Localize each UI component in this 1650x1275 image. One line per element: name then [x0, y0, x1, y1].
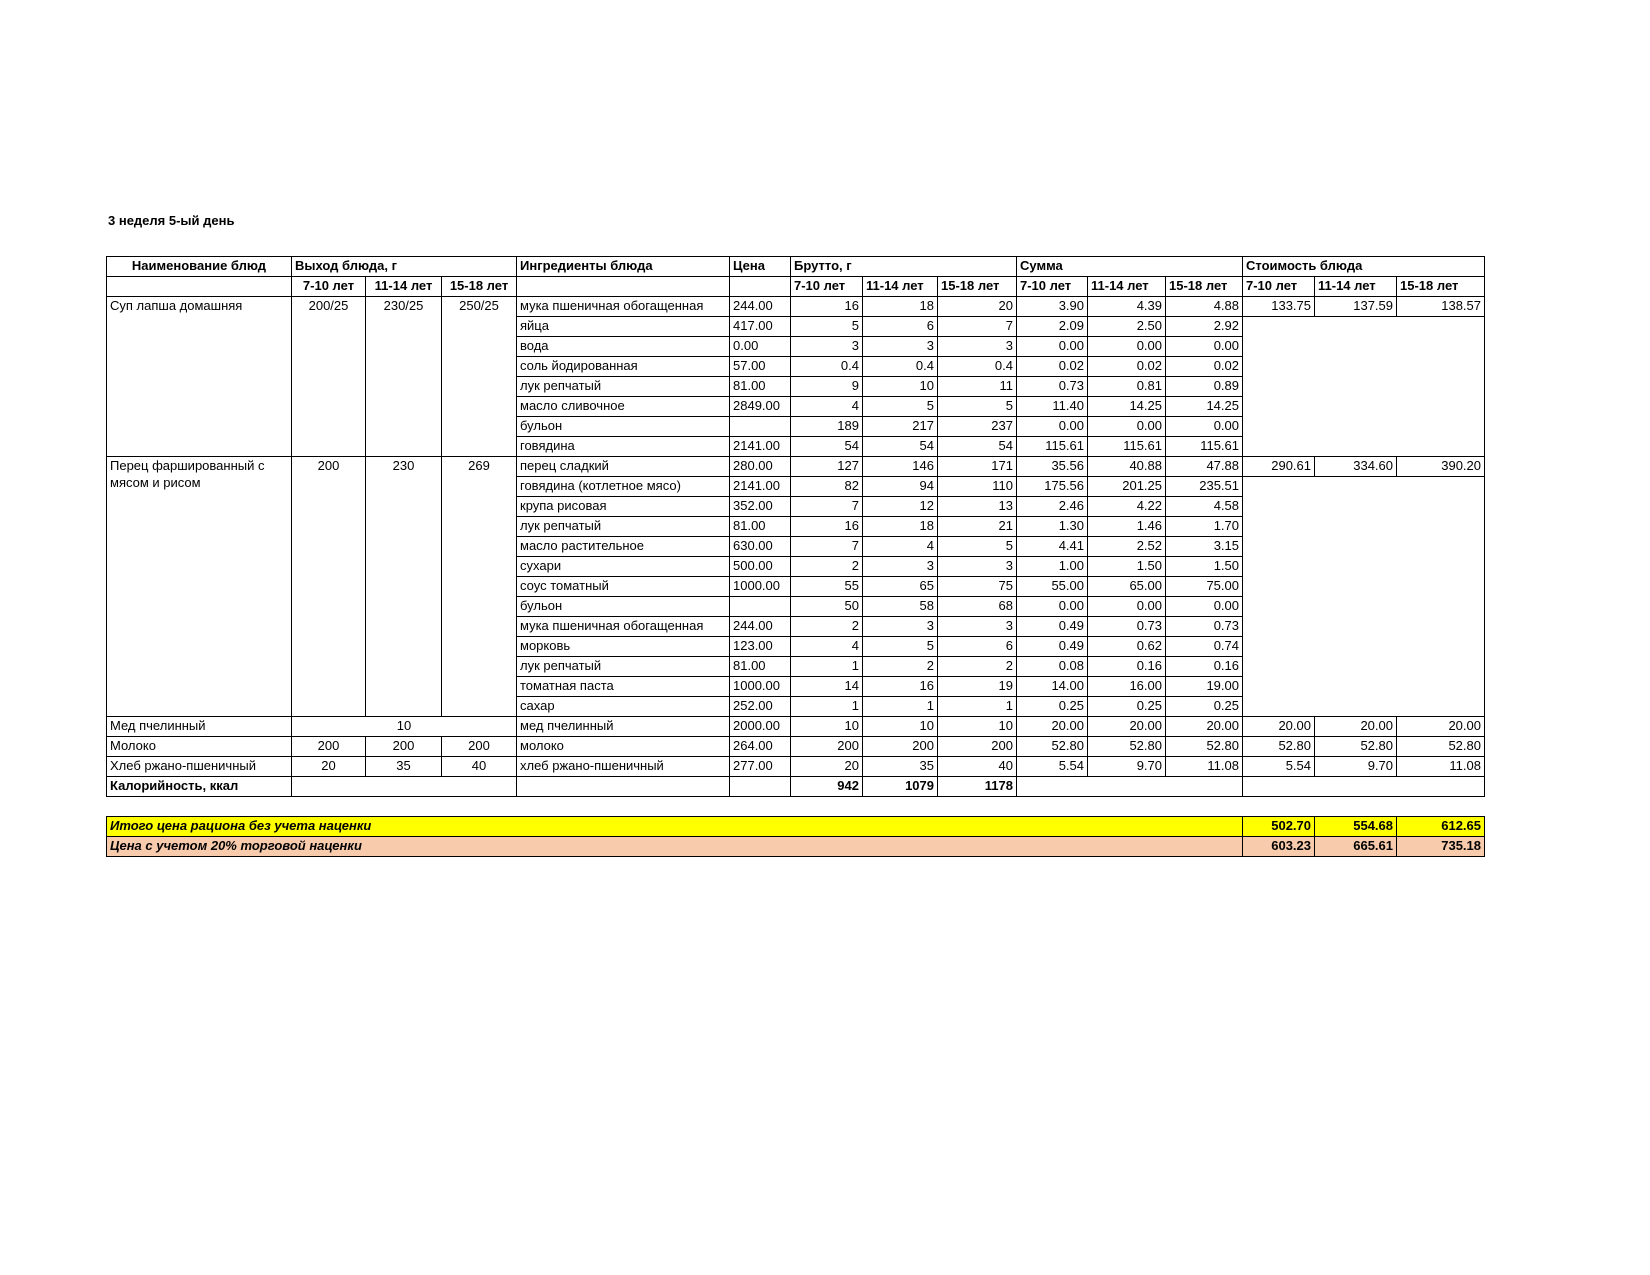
ingredient-sum: 1.00 [1017, 557, 1088, 577]
calories-ing-blank [517, 777, 730, 797]
ingredient-sum: 201.25 [1088, 477, 1166, 497]
ingredient-brutto: 200 [863, 737, 938, 757]
dish-yield: 200/25 [292, 297, 366, 457]
page-title: 3 неделя 5-ый день [108, 213, 235, 228]
ingredient-brutto: 189 [791, 417, 863, 437]
ingredient-brutto: 5 [791, 317, 863, 337]
ingredient-sum: 3.90 [1017, 297, 1088, 317]
ingredient-name: перец сладкий [517, 457, 730, 477]
ingredient-price: 417.00 [730, 317, 791, 337]
dish-name: Мед пчелинный [107, 717, 292, 737]
spacer-row [107, 797, 1485, 817]
ingredient-sum: 0.00 [1088, 597, 1166, 617]
calories-sum-blank [1017, 777, 1243, 797]
ingredient-brutto: 1 [863, 697, 938, 717]
ingredient-sum: 115.61 [1088, 437, 1166, 457]
dish-name: Перец фаршированный с мясом и рисом [107, 457, 292, 717]
ingredient-sum: 20.00 [1166, 717, 1243, 737]
dish-name: Молоко [107, 737, 292, 757]
ingredient-brutto: 10 [863, 717, 938, 737]
ingredient-sum: 4.58 [1166, 497, 1243, 517]
ingredient-brutto: 3 [863, 617, 938, 637]
ingredient-price: 500.00 [730, 557, 791, 577]
ingredient-sum: 14.00 [1017, 677, 1088, 697]
ingredient-price: 2141.00 [730, 437, 791, 457]
ingredient-brutto: 2 [938, 657, 1017, 677]
ingredient-price: 2849.00 [730, 397, 791, 417]
ingredient-sum: 1.50 [1166, 557, 1243, 577]
calories-label: Калорийность, ккал [107, 777, 292, 797]
header-blank [107, 277, 292, 297]
ingredient-sum: 0.62 [1088, 637, 1166, 657]
dish-cost: 20.00 [1397, 717, 1485, 737]
ingredient-brutto: 54 [938, 437, 1017, 457]
dish-cost: 20.00 [1243, 717, 1315, 737]
ingredient-sum: 0.16 [1088, 657, 1166, 677]
ingredient-sum: 2.09 [1017, 317, 1088, 337]
ingredient-brutto: 50 [791, 597, 863, 617]
ingredient-sum: 40.88 [1088, 457, 1166, 477]
ingredient-brutto: 54 [863, 437, 938, 457]
header-price: Цена [730, 257, 791, 277]
ingredient-brutto: 6 [863, 317, 938, 337]
dish-cost: 52.80 [1243, 737, 1315, 757]
ingredient-brutto: 54 [791, 437, 863, 457]
ingredient-brutto: 21 [938, 517, 1017, 537]
ingredient-brutto: 4 [863, 537, 938, 557]
header-age-cost: 11-14 лет [1315, 277, 1397, 297]
ingredient-sum: 0.25 [1166, 697, 1243, 717]
ingredient-sum: 4.88 [1166, 297, 1243, 317]
ingredient-brutto: 58 [863, 597, 938, 617]
ingredient-brutto: 20 [938, 297, 1017, 317]
ingredient-sum: 20.00 [1088, 717, 1166, 737]
ingredient-brutto: 4 [791, 397, 863, 417]
ingredient-brutto: 20 [791, 757, 863, 777]
total-no-markup-value: 502.70 [1243, 817, 1315, 837]
dish-cost: 52.80 [1397, 737, 1485, 757]
ingredient-sum: 0.08 [1017, 657, 1088, 677]
header-age-brutto: 11-14 лет [863, 277, 938, 297]
ingredient-name: сахар [517, 697, 730, 717]
ingredient-brutto: 5 [938, 537, 1017, 557]
dish-cost: 137.59 [1315, 297, 1397, 317]
ingredient-sum: 1.50 [1088, 557, 1166, 577]
ingredient-sum: 0.00 [1017, 337, 1088, 357]
spacer-cell [107, 797, 1485, 817]
dish-cost: 9.70 [1315, 757, 1397, 777]
ingredient-brutto: 9 [791, 377, 863, 397]
ingredient-sum: 4.22 [1088, 497, 1166, 517]
dish-cost: 138.57 [1397, 297, 1485, 317]
header-age-brutto: 7-10 лет [791, 277, 863, 297]
header-age-cost: 7-10 лет [1243, 277, 1315, 297]
ingredient-brutto: 16 [791, 297, 863, 317]
ingredient-brutto: 3 [863, 557, 938, 577]
ingredient-brutto: 16 [863, 677, 938, 697]
ingredient-brutto: 0.4 [863, 357, 938, 377]
header-age-sum: 15-18 лет [1166, 277, 1243, 297]
dish-cost: 290.61 [1243, 457, 1315, 477]
ingredient-brutto: 1 [938, 697, 1017, 717]
ingredient-price: 252.00 [730, 697, 791, 717]
ingredient-brutto: 68 [938, 597, 1017, 617]
ingredient-price: 57.00 [730, 357, 791, 377]
ingredient-sum: 55.00 [1017, 577, 1088, 597]
ingredient-brutto: 14 [791, 677, 863, 697]
dish-yield: 10 [292, 717, 517, 737]
ingredient-sum: 0.81 [1088, 377, 1166, 397]
ingredient-name: хлеб ржано-пшеничный [517, 757, 730, 777]
ingredient-sum: 1.46 [1088, 517, 1166, 537]
ingredient-brutto: 5 [863, 397, 938, 417]
ingredient-sum: 14.25 [1088, 397, 1166, 417]
ingredient-brutto: 94 [863, 477, 938, 497]
ingredient-sum: 2.92 [1166, 317, 1243, 337]
ingredient-sum: 0.73 [1017, 377, 1088, 397]
ingredient-sum: 75.00 [1166, 577, 1243, 597]
ingredient-name: яйца [517, 317, 730, 337]
total-no-markup-value: 554.68 [1315, 817, 1397, 837]
ingredient-brutto: 10 [791, 717, 863, 737]
header-age-sum: 11-14 лет [1088, 277, 1166, 297]
ingredient-sum: 0.02 [1088, 357, 1166, 377]
ingredient-sum: 20.00 [1017, 717, 1088, 737]
ingredient-brutto: 3 [863, 337, 938, 357]
ingredient-brutto: 3 [938, 617, 1017, 637]
ingredient-name: мука пшеничная обогащенная [517, 297, 730, 317]
ingredient-sum: 4.41 [1017, 537, 1088, 557]
ingredient-row [107, 297, 1485, 317]
dish-yield: 200 [442, 737, 517, 757]
ingredient-row [107, 737, 1485, 757]
dish-cost: 133.75 [1243, 297, 1315, 317]
ingredient-sum: 0.02 [1017, 357, 1088, 377]
ingredient-sum: 0.02 [1166, 357, 1243, 377]
ingredient-brutto: 127 [791, 457, 863, 477]
dish-cost: 5.54 [1243, 757, 1315, 777]
ingredient-name: говядина (котлетное мясо) [517, 477, 730, 497]
ingredient-brutto: 146 [863, 457, 938, 477]
total-markup-label: Цена с учетом 20% торговой наценки [107, 837, 1243, 857]
ingredient-brutto: 6 [938, 637, 1017, 657]
dish-cost-blank [1243, 317, 1485, 457]
ingredient-sum: 0.00 [1166, 417, 1243, 437]
ingredient-brutto: 12 [863, 497, 938, 517]
ingredient-price: 1000.00 [730, 677, 791, 697]
ingredient-name: масло сливочное [517, 397, 730, 417]
total-markup-value: 735.18 [1397, 837, 1485, 857]
ingredient-name: вода [517, 337, 730, 357]
ingredient-sum: 0.49 [1017, 637, 1088, 657]
ingredient-sum: 11.40 [1017, 397, 1088, 417]
ingredient-brutto: 18 [863, 297, 938, 317]
ingredient-sum: 0.89 [1166, 377, 1243, 397]
ingredient-brutto: 171 [938, 457, 1017, 477]
calories-yield-blank [292, 777, 517, 797]
ingredient-price [730, 417, 791, 437]
ingredient-price: 81.00 [730, 657, 791, 677]
dish-yield: 200 [366, 737, 442, 757]
ingredient-brutto: 3 [938, 337, 1017, 357]
ingredient-sum: 3.15 [1166, 537, 1243, 557]
ingredient-sum: 0.00 [1088, 337, 1166, 357]
ingredient-brutto: 11 [938, 377, 1017, 397]
ingredient-brutto: 5 [938, 397, 1017, 417]
ingredient-brutto: 1 [791, 697, 863, 717]
calories-value: 1178 [938, 777, 1017, 797]
ingredient-brutto: 3 [938, 557, 1017, 577]
ingredient-sum: 52.80 [1088, 737, 1166, 757]
total-no-markup-value: 612.65 [1397, 817, 1485, 837]
ingredient-brutto: 40 [938, 757, 1017, 777]
dish-cost: 390.20 [1397, 457, 1485, 477]
ingredient-brutto: 18 [863, 517, 938, 537]
ingredient-brutto: 55 [791, 577, 863, 597]
header-ingredients: Ингредиенты блюда [517, 257, 730, 277]
ingredient-sum: 11.08 [1166, 757, 1243, 777]
ingredient-name: морковь [517, 637, 730, 657]
ingredient-price: 244.00 [730, 297, 791, 317]
ingredient-brutto: 0.4 [938, 357, 1017, 377]
header-yield: Выход блюда, г [292, 257, 517, 277]
total-markup-value: 665.61 [1315, 837, 1397, 857]
ingredient-brutto: 3 [791, 337, 863, 357]
dish-yield: 40 [442, 757, 517, 777]
ingredient-sum: 16.00 [1088, 677, 1166, 697]
dish-yield: 250/25 [442, 297, 517, 457]
header-blank [517, 277, 730, 297]
ingredient-sum: 175.56 [1017, 477, 1088, 497]
ingredient-brutto: 237 [938, 417, 1017, 437]
ingredient-row [107, 757, 1485, 777]
dish-yield: 230 [366, 457, 442, 717]
ingredient-name: томатная паста [517, 677, 730, 697]
ingredient-name: масло растительное [517, 537, 730, 557]
header-blank [730, 277, 791, 297]
calories-value: 942 [791, 777, 863, 797]
dish-name: Суп лапша домашняя [107, 297, 292, 457]
ingredient-sum: 0.00 [1088, 417, 1166, 437]
calories-row [107, 777, 1485, 797]
dish-yield: 35 [366, 757, 442, 777]
ingredient-brutto: 13 [938, 497, 1017, 517]
ingredient-brutto: 16 [791, 517, 863, 537]
ingredient-price: 1000.00 [730, 577, 791, 597]
dish-cost: 11.08 [1397, 757, 1485, 777]
ingredient-price: 0.00 [730, 337, 791, 357]
ingredient-name: сухари [517, 557, 730, 577]
ingredient-sum: 14.25 [1166, 397, 1243, 417]
ingredient-brutto: 2 [791, 557, 863, 577]
ingredient-price: 352.00 [730, 497, 791, 517]
ingredient-price: 123.00 [730, 637, 791, 657]
ingredient-name: соус томатный [517, 577, 730, 597]
ingredient-brutto: 7 [791, 497, 863, 517]
header-ages-row [107, 277, 1485, 297]
ingredient-brutto: 200 [791, 737, 863, 757]
calories-value: 1079 [863, 777, 938, 797]
header-age-sum: 7-10 лет [1017, 277, 1088, 297]
ingredient-sum: 0.16 [1166, 657, 1243, 677]
ingredient-brutto: 35 [863, 757, 938, 777]
ingredient-name: говядина [517, 437, 730, 457]
ingredient-sum: 0.74 [1166, 637, 1243, 657]
ingredient-price: 2141.00 [730, 477, 791, 497]
ingredient-brutto: 7 [791, 537, 863, 557]
ingredient-brutto: 65 [863, 577, 938, 597]
ingredient-sum: 1.30 [1017, 517, 1088, 537]
ingredient-sum: 115.61 [1166, 437, 1243, 457]
total-no-markup-row [107, 817, 1485, 837]
ingredient-sum: 235.51 [1166, 477, 1243, 497]
ingredient-sum: 0.00 [1166, 597, 1243, 617]
dish-cost: 334.60 [1315, 457, 1397, 477]
menu-table [106, 256, 1485, 857]
ingredient-name: соль йодированная [517, 357, 730, 377]
ingredient-brutto: 4 [791, 637, 863, 657]
ingredient-price: 630.00 [730, 537, 791, 557]
ingredient-brutto: 82 [791, 477, 863, 497]
ingredient-sum: 9.70 [1088, 757, 1166, 777]
dish-yield: 200 [292, 457, 366, 717]
ingredient-sum: 47.88 [1166, 457, 1243, 477]
ingredient-brutto: 2 [791, 617, 863, 637]
dish-name: Хлеб ржано-пшеничный [107, 757, 292, 777]
ingredient-sum: 52.80 [1166, 737, 1243, 757]
header-age-yield: 11-14 лет [366, 277, 442, 297]
ingredient-price: 81.00 [730, 517, 791, 537]
ingredient-brutto: 19 [938, 677, 1017, 697]
ingredient-brutto: 217 [863, 417, 938, 437]
header-sum: Сумма [1017, 257, 1243, 277]
ingredient-sum: 0.00 [1017, 597, 1088, 617]
ingredient-name: молоко [517, 737, 730, 757]
ingredient-row [107, 717, 1485, 737]
dish-cost: 52.80 [1315, 737, 1397, 757]
ingredient-name: бульон [517, 417, 730, 437]
ingredient-brutto: 110 [938, 477, 1017, 497]
header-age-brutto: 15-18 лет [938, 277, 1017, 297]
header-age-yield: 7-10 лет [292, 277, 366, 297]
header-cost: Стоимость блюда [1243, 257, 1485, 277]
dish-yield: 230/25 [366, 297, 442, 457]
total-no-markup-label: Итого цена рациона без учета наценки [107, 817, 1243, 837]
ingredient-name: лук репчатый [517, 377, 730, 397]
ingredient-name: лук репчатый [517, 517, 730, 537]
ingredient-brutto: 75 [938, 577, 1017, 597]
header-brutto: Брутто, г [791, 257, 1017, 277]
calories-cost-blank [1243, 777, 1485, 797]
ingredient-sum: 4.39 [1088, 297, 1166, 317]
ingredient-sum: 65.00 [1088, 577, 1166, 597]
ingredient-sum: 0.25 [1017, 697, 1088, 717]
ingredient-brutto: 1 [791, 657, 863, 677]
ingredient-brutto: 0.4 [791, 357, 863, 377]
ingredient-sum: 52.80 [1017, 737, 1088, 757]
ingredient-sum: 0.00 [1166, 337, 1243, 357]
ingredient-brutto: 10 [938, 717, 1017, 737]
ingredient-brutto: 7 [938, 317, 1017, 337]
ingredient-name: мед пчелинный [517, 717, 730, 737]
dish-cost-blank [1243, 477, 1485, 717]
ingredient-brutto: 10 [863, 377, 938, 397]
ingredient-sum: 115.61 [1017, 437, 1088, 457]
dish-yield: 200 [292, 737, 366, 757]
ingredient-sum: 1.70 [1166, 517, 1243, 537]
ingredient-sum: 19.00 [1166, 677, 1243, 697]
ingredient-price [730, 597, 791, 617]
ingredient-price: 277.00 [730, 757, 791, 777]
ingredient-sum: 5.54 [1017, 757, 1088, 777]
header-age-yield: 15-18 лет [442, 277, 517, 297]
dish-yield: 269 [442, 457, 517, 717]
ingredient-price: 244.00 [730, 617, 791, 637]
ingredient-name: крупа рисовая [517, 497, 730, 517]
ingredient-sum: 0.73 [1166, 617, 1243, 637]
ingredient-sum: 0.73 [1088, 617, 1166, 637]
dish-yield: 20 [292, 757, 366, 777]
ingredient-price: 2000.00 [730, 717, 791, 737]
header-dish-name: Наименование блюд [107, 257, 292, 277]
ingredient-price: 264.00 [730, 737, 791, 757]
ingredient-price: 280.00 [730, 457, 791, 477]
ingredient-sum: 2.52 [1088, 537, 1166, 557]
ingredient-sum: 2.46 [1017, 497, 1088, 517]
total-markup-value: 603.23 [1243, 837, 1315, 857]
calories-price-blank [730, 777, 791, 797]
total-markup-row [107, 837, 1485, 857]
ingredient-sum: 0.49 [1017, 617, 1088, 637]
ingredient-sum: 2.50 [1088, 317, 1166, 337]
ingredient-sum: 0.25 [1088, 697, 1166, 717]
header-row [107, 257, 1485, 277]
ingredient-sum: 0.00 [1017, 417, 1088, 437]
ingredient-row [107, 457, 1485, 477]
ingredient-name: лук репчатый [517, 657, 730, 677]
ingredient-brutto: 2 [863, 657, 938, 677]
ingredient-price: 81.00 [730, 377, 791, 397]
header-age-cost: 15-18 лет [1397, 277, 1485, 297]
ingredient-name: бульон [517, 597, 730, 617]
ingredient-brutto: 5 [863, 637, 938, 657]
dish-cost: 20.00 [1315, 717, 1397, 737]
ingredient-sum: 35.56 [1017, 457, 1088, 477]
ingredient-brutto: 200 [938, 737, 1017, 757]
ingredient-name: мука пшеничная обогащенная [517, 617, 730, 637]
